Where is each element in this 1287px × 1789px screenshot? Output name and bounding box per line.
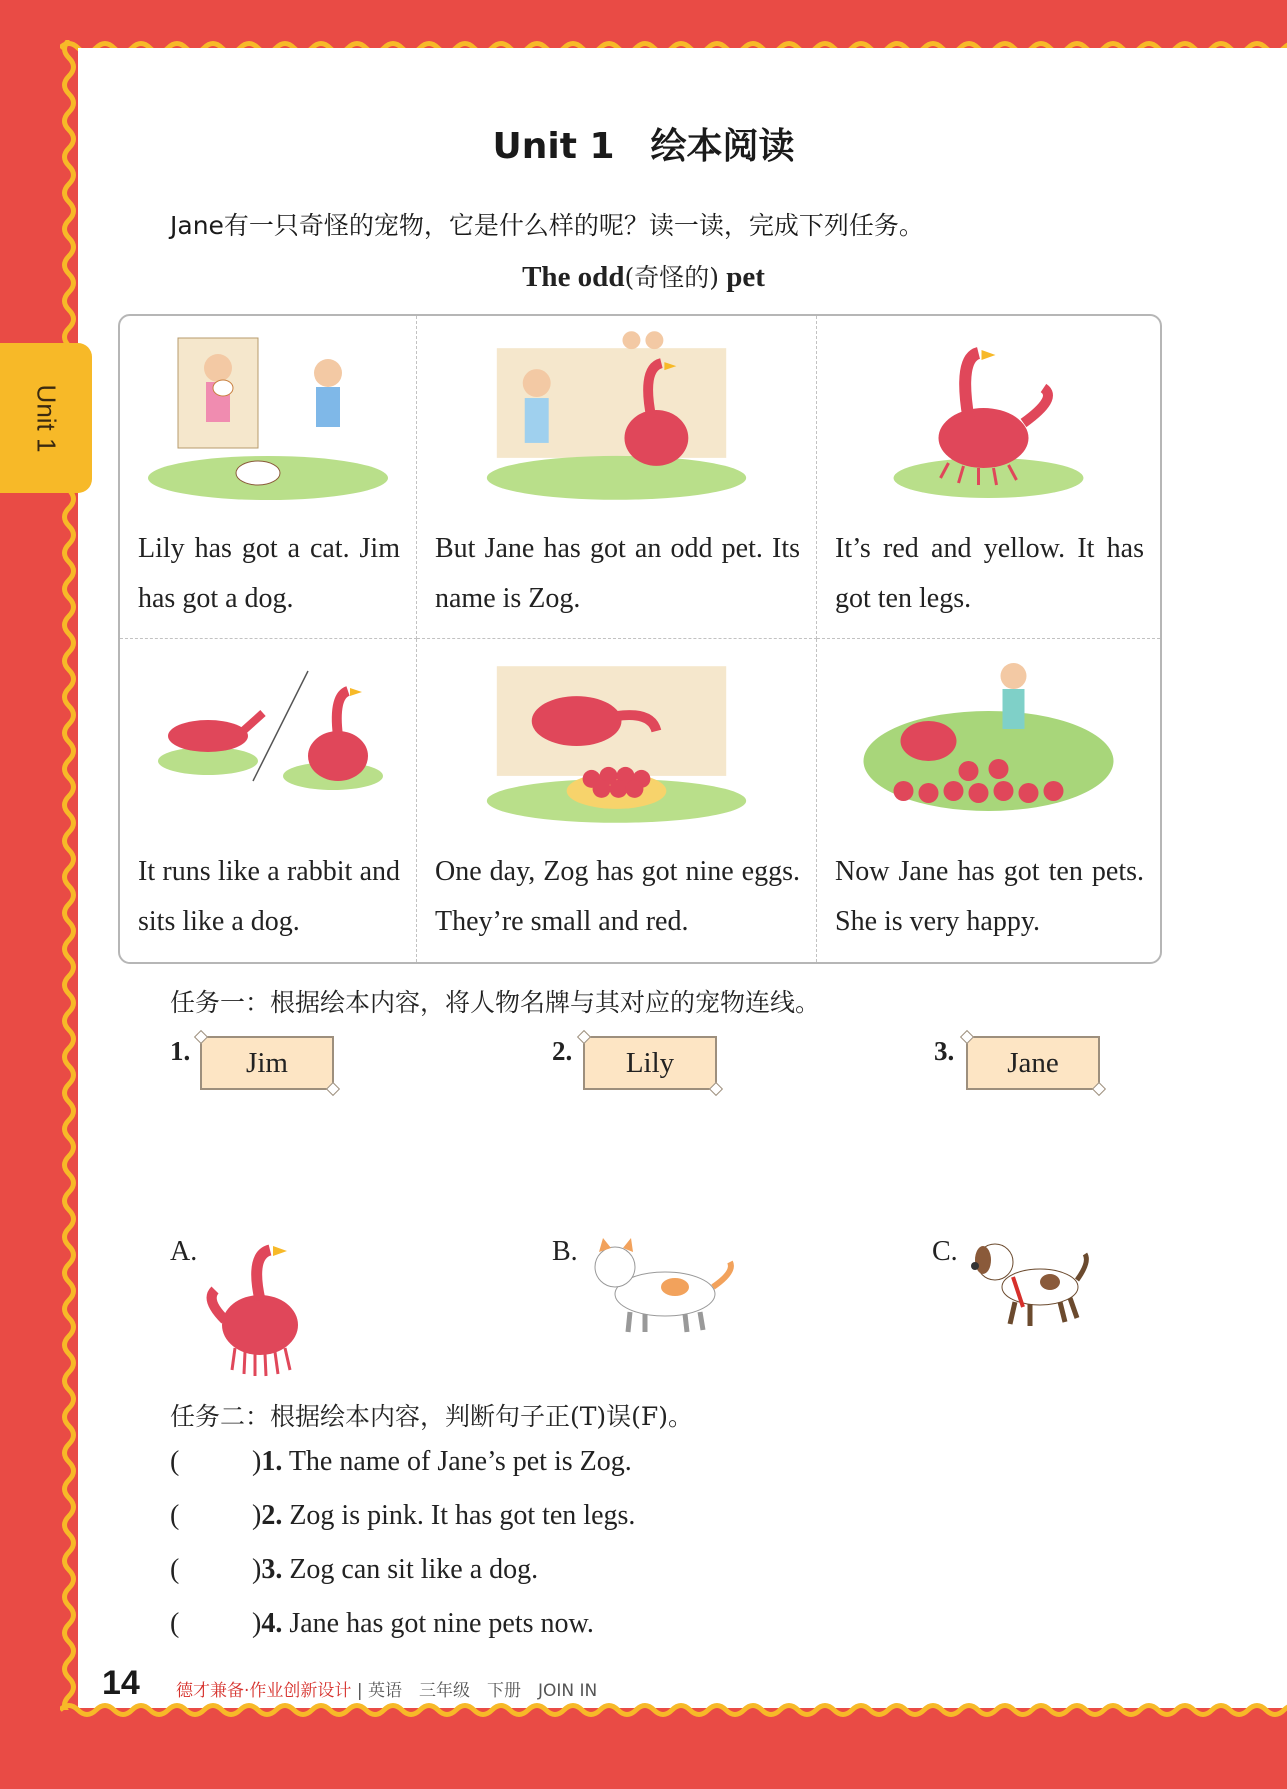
name-tag-jim[interactable]: Jim — [200, 1036, 334, 1090]
panel-illustration — [130, 328, 406, 503]
story-panel — [417, 316, 817, 639]
zog-pet-picture[interactable] — [200, 1230, 325, 1380]
tf-item: ( )1. The name of Jane’s pet is Zog. — [170, 1446, 632, 1477]
answer-blank[interactable]: ( — [170, 1554, 180, 1585]
intro-text: Jane有一只奇怪的宠物，它是什么样的呢？读一读，完成下列任务。 — [170, 211, 924, 240]
tag-number: 1. — [170, 1036, 191, 1066]
story-panel — [817, 639, 1160, 962]
story-panel — [817, 316, 1160, 639]
answer-blank[interactable]: ( — [170, 1500, 180, 1531]
page-title: Unit 1 绘本阅读 — [492, 126, 795, 167]
tag-number: 3. — [934, 1036, 955, 1066]
task2-heading: 任务二：根据绘本内容，判断句子正(T)误(F)。 — [170, 1402, 694, 1431]
option-label: C. — [932, 1236, 958, 1267]
footer-text — [176, 1676, 597, 1701]
panel-illustration — [827, 328, 1150, 503]
unit-side-tab — [0, 343, 92, 493]
name-tag-jane[interactable]: Jane — [966, 1036, 1100, 1090]
page-number: 14 — [102, 1664, 140, 1702]
panel-caption: One day, Zog has got nine eggs. They’re small and red. — [435, 856, 800, 937]
panel-illustration — [427, 651, 806, 826]
story-panel — [120, 316, 417, 639]
tf-item: ( )2. Zog is pink. It has got ten legs. — [170, 1500, 636, 1531]
panel-caption: Now Jane has got ten pets. She is very happy. — [835, 856, 1144, 937]
panel-caption: It’s red and yellow. It has got ten legs. — [835, 533, 1144, 614]
name-tag-lily[interactable]: Lily — [583, 1036, 717, 1090]
panel-caption: But Jane has got an odd pet. Its name is Zog. — [435, 533, 800, 614]
answer-blank[interactable]: ( — [170, 1446, 180, 1477]
story-title: The odd(奇怪的) pet — [522, 261, 765, 293]
panel-caption: Lily has got a cat. Jim has got a dog. — [138, 533, 400, 614]
cat-pet-picture[interactable] — [585, 1232, 745, 1337]
panel-illustration — [130, 651, 406, 826]
tag-number: 2. — [552, 1036, 573, 1066]
panel-illustration — [427, 328, 806, 503]
option-label: A. — [170, 1236, 198, 1267]
panel-illustration — [827, 651, 1150, 826]
story-panel — [417, 639, 817, 962]
answer-blank[interactable]: ( — [170, 1608, 180, 1639]
dog-pet-picture[interactable] — [965, 1232, 1095, 1332]
task1-heading: 任务一：根据绘本内容，将人物名牌与其对应的宠物连线。 — [170, 988, 821, 1017]
footer-subject: | 英语 三年级 下册 JOIN IN — [356, 1681, 598, 1701]
tf-item: ( )4. Jane has got nine pets now. — [170, 1608, 594, 1639]
footer-brand: 德才兼备·作业创新设计 — [176, 1681, 352, 1701]
option-label: B. — [552, 1236, 578, 1267]
panel-caption: It runs like a rabbit and sits like a dog. — [138, 856, 400, 937]
story-panel — [120, 639, 417, 962]
tf-item: ( )3. Zog can sit like a dog. — [170, 1554, 539, 1585]
story-panels — [118, 314, 1162, 964]
unit-tab-label: Unit 1 — [31, 384, 62, 452]
